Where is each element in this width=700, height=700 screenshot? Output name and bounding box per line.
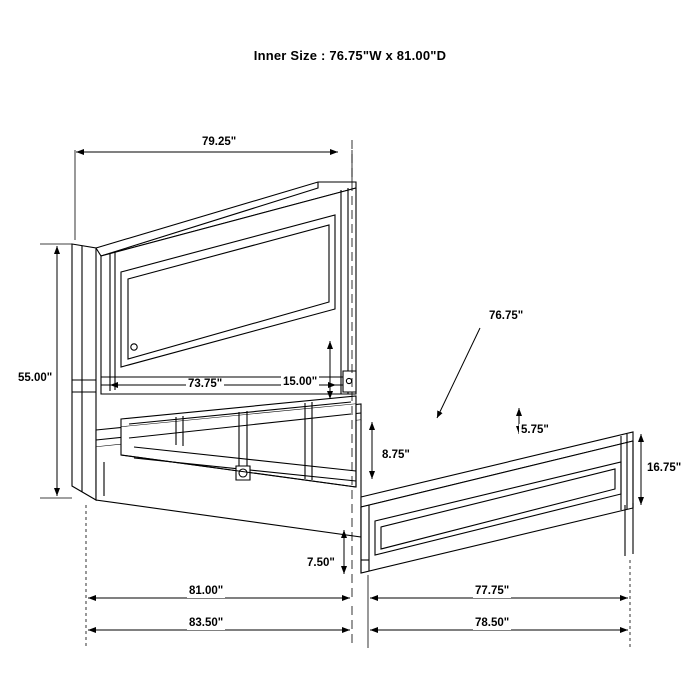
dimension-label-headboard-to-rail: 15.00" [283,376,318,388]
dimension-label-slat-clearance: 8.75" [382,449,410,461]
dimension-label-side-rail-inner-length: 76.75" [489,310,524,322]
dimension-label-floor-clearance: 7.50" [307,557,335,569]
dimension-label-footboard-height: 16.75" [647,462,682,474]
dimension-label-overall-height: 55.00" [18,372,53,384]
dimension-label-bed-length-left: 81.00" [189,585,224,597]
dimension-label-headboard-panel-width: 73.75" [188,378,223,390]
bed-outline [72,182,633,573]
dimension-label-rail-thickness: 5.75" [521,424,549,436]
dimension-label-bed-length-right: 77.75" [475,585,510,597]
page-title: Inner Size : 76.75"W x 81.00"D [253,48,447,63]
dimension-label-overall-length-left: 83.50" [189,617,224,629]
dimension-label-headboard-width-outer: 79.25" [202,136,237,148]
dimension-label-overall-length-right: 78.50" [475,617,510,629]
